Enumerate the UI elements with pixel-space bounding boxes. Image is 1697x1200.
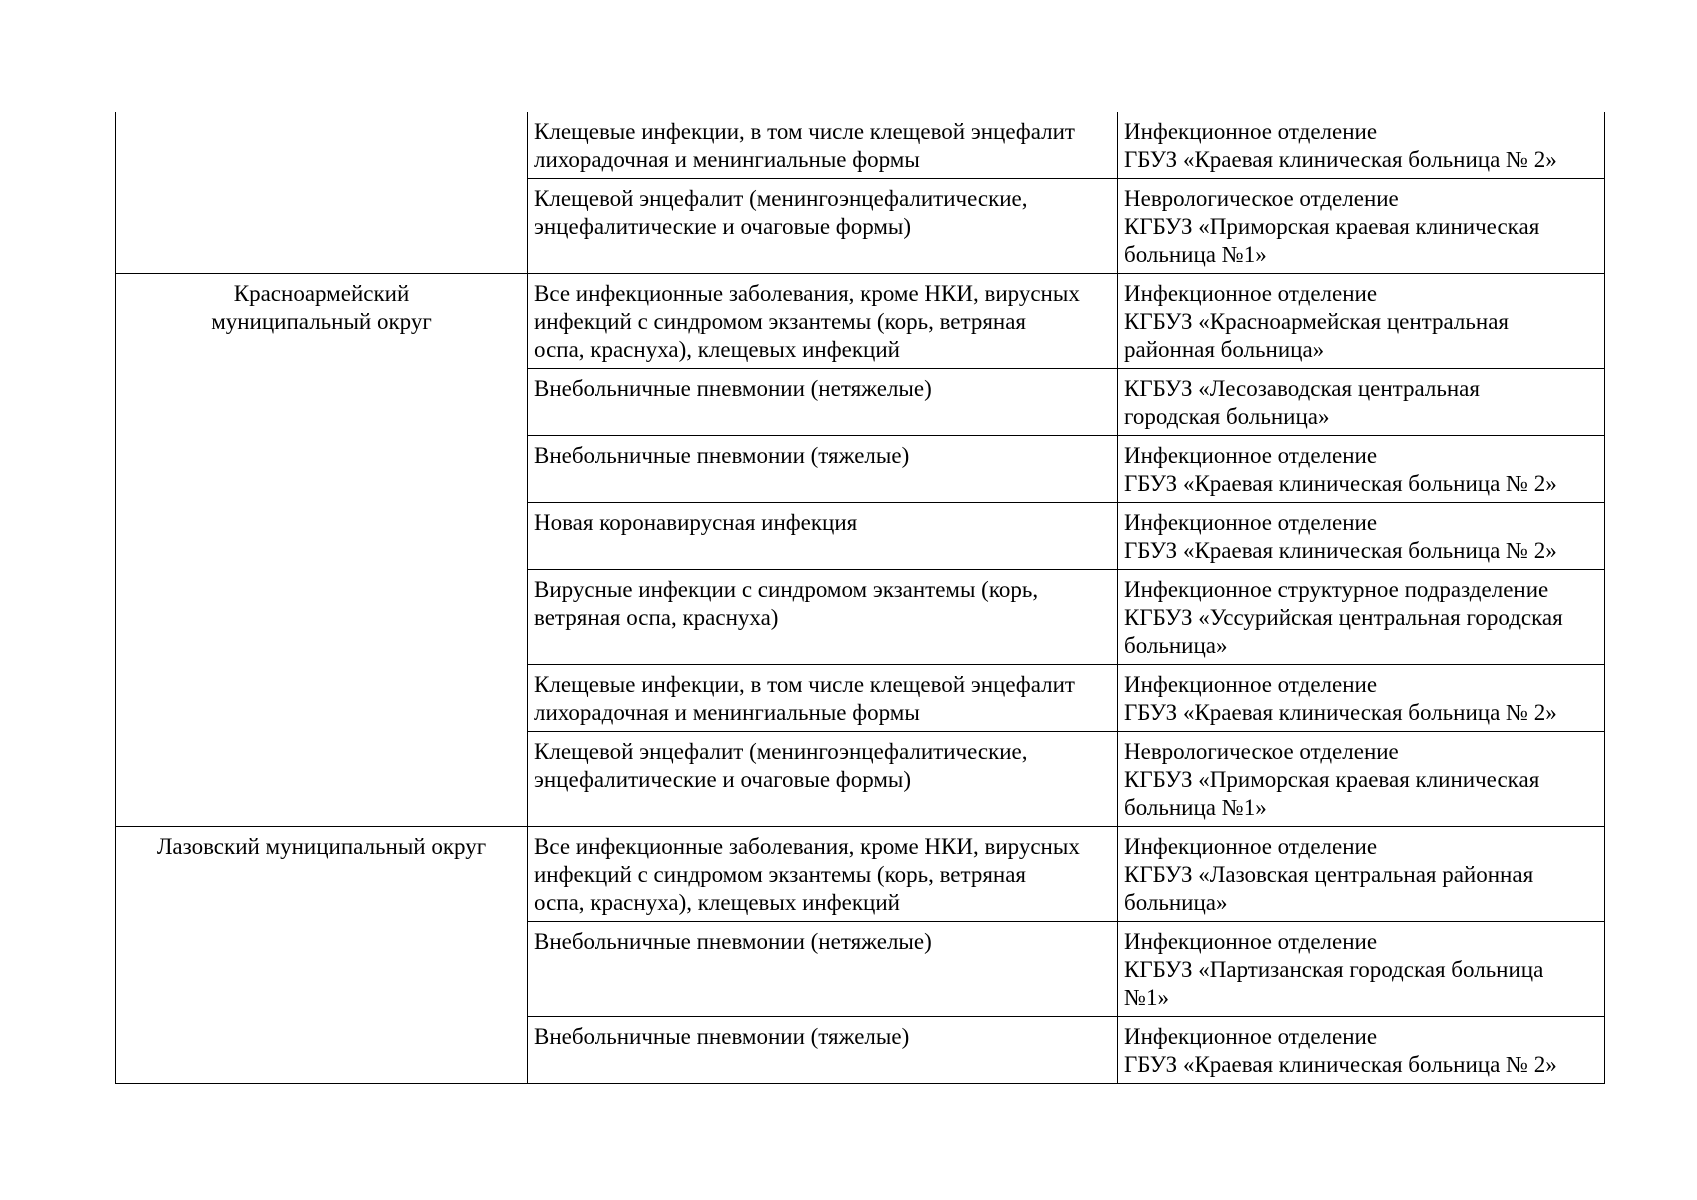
facility-line: ГБУЗ «Краевая клиническая больница № 2» — [1124, 471, 1557, 496]
facility-line: КГБУЗ «Приморская краевая клиническая — [1124, 767, 1540, 792]
disease-cell — [528, 274, 1118, 369]
facility-line: Инфекционное структурное подразделение — [1124, 577, 1549, 602]
facility-line: Инфекционное отделение — [1124, 443, 1378, 468]
disease-cell — [528, 179, 1118, 274]
disease-cell — [528, 1017, 1118, 1084]
disease-line: инфекций с синдромом экзантемы (корь, ветряная — [534, 862, 1027, 887]
disease-line: Все инфекционные заболевания, кроме НКИ, вирусных — [534, 281, 1080, 306]
table-row — [116, 827, 1605, 922]
disease-line: Клещевые инфекции, в том числе клещевой энцефалит — [534, 119, 1075, 144]
facility-cell — [1118, 827, 1605, 922]
disease-line: инфекций с синдромом экзантемы (корь, ветряная — [534, 309, 1027, 334]
facility-line: КГБУЗ «Партизанская городская больница — [1124, 957, 1544, 982]
facility-cell — [1118, 369, 1605, 436]
facility-line: Инфекционное отделение — [1124, 1024, 1378, 1049]
facility-cell — [1118, 179, 1605, 274]
district-name-line: Лазовский муниципальный округ — [156, 834, 487, 859]
disease-cell — [528, 665, 1118, 732]
facility-line: Инфекционное отделение — [1124, 119, 1378, 144]
facility-cell — [1118, 1017, 1605, 1084]
disease-cell — [528, 922, 1118, 1017]
facility-line: КГБУЗ «Красноармейская центральная — [1124, 309, 1509, 334]
disease-line: Внебольничные пневмонии (нетяжелые) — [534, 929, 932, 954]
district-cell — [116, 274, 528, 827]
disease-cell — [528, 732, 1118, 827]
disease-cell — [528, 503, 1118, 570]
facility-line: КГБУЗ «Лазовская центральная районная — [1124, 862, 1534, 887]
disease-line: ветряная оспа, краснуха) — [534, 605, 779, 630]
table-row — [116, 112, 1605, 179]
facility-cell — [1118, 570, 1605, 665]
disease-line: лихорадочная и менингиальные формы — [534, 700, 920, 725]
facility-line: больница» — [1124, 890, 1228, 915]
district-name-line: муниципальный округ — [211, 309, 432, 334]
facility-line: ГБУЗ «Краевая клиническая больница № 2» — [1124, 147, 1557, 172]
facility-cell — [1118, 274, 1605, 369]
disease-line: оспа, краснуха), клещевых инфекций — [534, 337, 900, 362]
facility-line: Инфекционное отделение — [1124, 834, 1378, 859]
disease-line: энцефалитические и очаговые формы) — [534, 767, 912, 792]
disease-line: Все инфекционные заболевания, кроме НКИ, вирусных — [534, 834, 1080, 859]
disease-line: лихорадочная и менингиальные формы — [534, 147, 920, 172]
disease-line: Клещевой энцефалит (менингоэнцефалитические, — [534, 739, 1028, 764]
facility-line: ГБУЗ «Краевая клиническая больница № 2» — [1124, 1052, 1557, 1077]
disease-cell — [528, 369, 1118, 436]
facility-line: Инфекционное отделение — [1124, 510, 1378, 535]
disease-line: Клещевой энцефалит (менингоэнцефалитические, — [534, 186, 1028, 211]
disease-line: Новая коронавирусная инфекция — [534, 510, 858, 535]
disease-cell — [528, 827, 1118, 922]
facility-line: КГБУЗ «Приморская краевая клиническая — [1124, 214, 1540, 239]
table-body — [116, 112, 1605, 1084]
disease-line: энцефалитические и очаговые формы) — [534, 214, 912, 239]
disease-line: Внебольничные пневмонии (тяжелые) — [534, 443, 910, 468]
facility-cell — [1118, 665, 1605, 732]
facility-line: Инфекционное отделение — [1124, 672, 1378, 697]
disease-cell — [528, 570, 1118, 665]
district-name-line: Красноармейский — [233, 281, 410, 306]
facility-line: №1» — [1124, 985, 1169, 1010]
facility-cell — [1118, 922, 1605, 1017]
facility-line: больница» — [1124, 633, 1228, 658]
disease-line: Внебольничные пневмонии (тяжелые) — [534, 1024, 910, 1049]
disease-cell — [528, 112, 1118, 179]
disease-cell — [528, 436, 1118, 503]
facility-line: ГБУЗ «Краевая клиническая больница № 2» — [1124, 538, 1557, 563]
hospital-routing-table — [115, 112, 1605, 1084]
table-row — [116, 274, 1605, 369]
facility-line: ГБУЗ «Краевая клиническая больница № 2» — [1124, 700, 1557, 725]
disease-line: Клещевые инфекции, в том числе клещевой энцефалит — [534, 672, 1075, 697]
facility-cell — [1118, 436, 1605, 503]
facility-line: районная больница» — [1124, 337, 1325, 362]
disease-line: оспа, краснуха), клещевых инфекций — [534, 890, 900, 915]
facility-line: Инфекционное отделение — [1124, 281, 1378, 306]
facility-line: Неврологическое отделение — [1124, 739, 1399, 764]
disease-line: Внебольничные пневмонии (нетяжелые) — [534, 376, 932, 401]
district-cell — [116, 112, 528, 274]
facility-cell — [1118, 503, 1605, 570]
facility-line: больница №1» — [1124, 242, 1267, 267]
facility-line: КГБУЗ «Уссурийская центральная городская — [1124, 605, 1563, 630]
facility-line: больница №1» — [1124, 795, 1267, 820]
facility-line: Неврологическое отделение — [1124, 186, 1399, 211]
facility-line: городская больница» — [1124, 404, 1330, 429]
facility-line: КГБУЗ «Лесозаводская центральная — [1124, 376, 1480, 401]
district-cell — [116, 827, 528, 1084]
facility-line: Инфекционное отделение — [1124, 929, 1378, 954]
facility-cell — [1118, 112, 1605, 179]
disease-line: Вирусные инфекции с синдромом экзантемы (корь, — [534, 577, 1039, 602]
facility-cell — [1118, 732, 1605, 827]
